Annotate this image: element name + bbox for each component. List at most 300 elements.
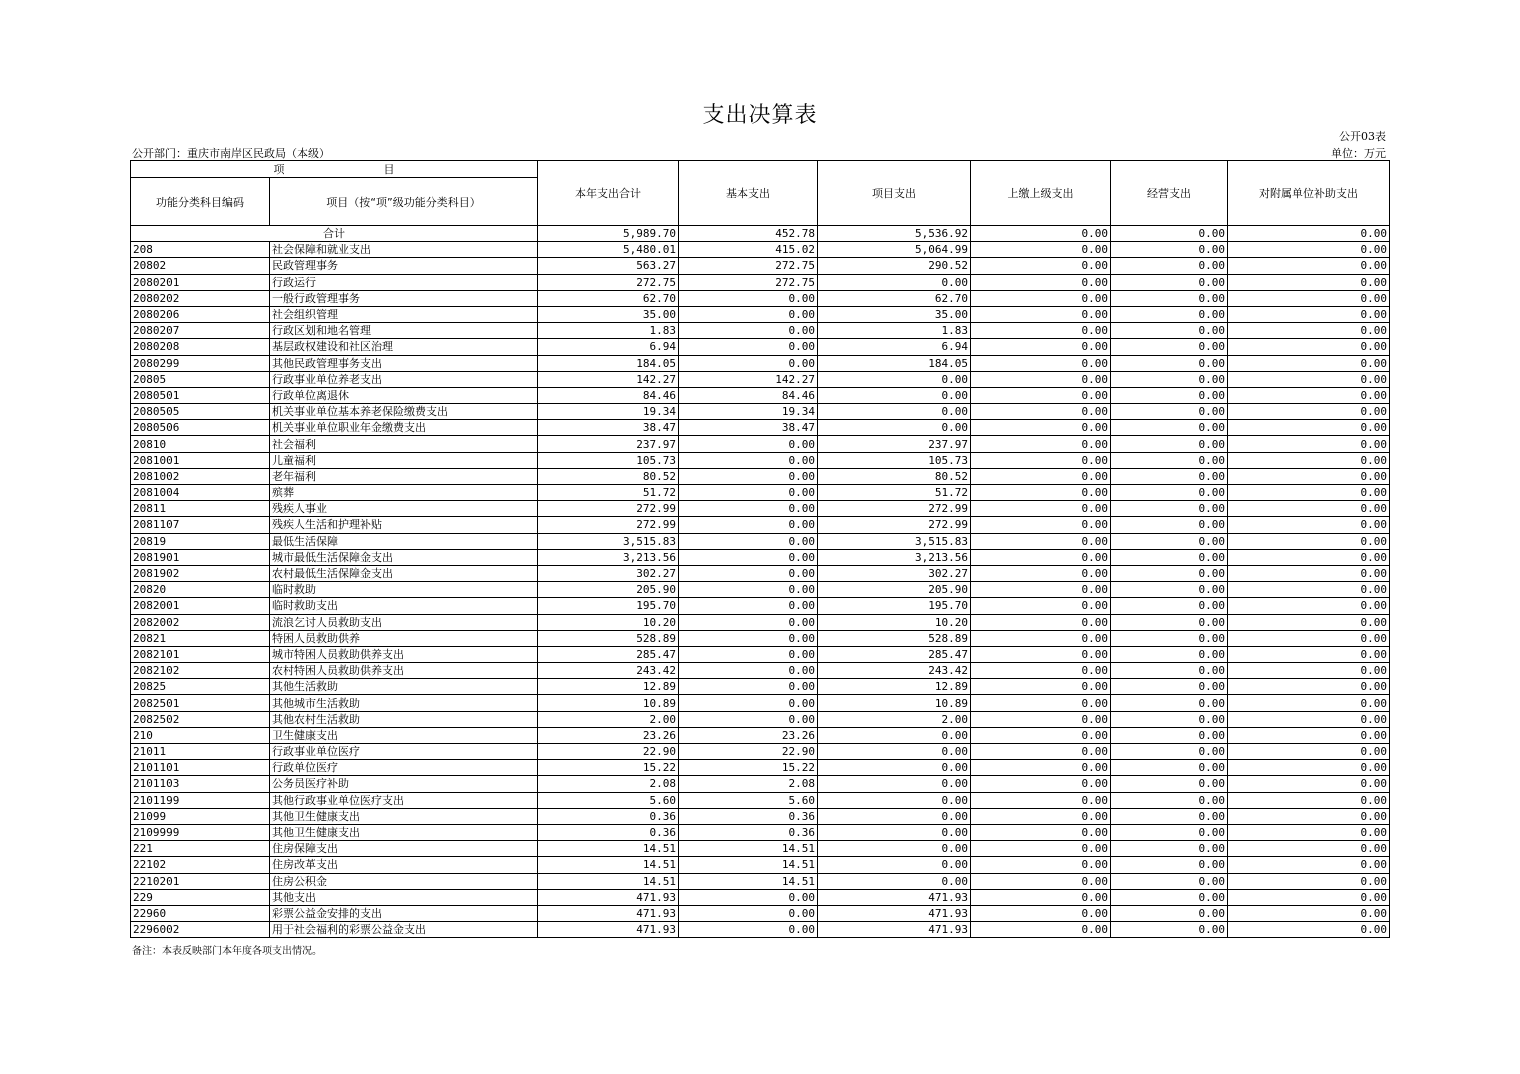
amount-cell: 0.00 [679,614,818,630]
amount-cell: 0.00 [1228,744,1390,760]
page-title: 支出决算表 [702,103,818,128]
subject-name: 其他农村生活救助 [270,711,538,727]
amount-cell: 0.00 [1228,905,1390,921]
subject-code: 2082002 [131,614,270,630]
amount-cell: 0.00 [971,533,1111,549]
table-row [131,339,1390,355]
amount-cell: 0.00 [679,922,818,938]
amount-cell: 0.00 [1111,582,1228,598]
subject-code: 2081004 [131,485,270,501]
amount-cell: 272.99 [538,501,679,517]
amount-cell: 0.00 [1228,242,1390,258]
subject-name: 民政管理事务 [270,258,538,274]
amount-cell: 243.42 [538,663,679,679]
amount-cell: 0.36 [538,808,679,824]
subject-name: 行政单位医疗 [270,760,538,776]
subject-name: 其他民政管理事务支出 [270,355,538,371]
amount-cell: 0.00 [1111,760,1228,776]
subject-name: 机关事业单位职业年金缴费支出 [270,420,538,436]
amount-cell: 62.70 [818,290,971,306]
amount-cell: 563.27 [538,258,679,274]
amount-cell: 285.47 [538,646,679,662]
amount-cell: 1.83 [538,323,679,339]
amount-cell: 0.00 [818,776,971,792]
subject-code: 2080206 [131,306,270,322]
amount-cell: 0.00 [818,387,971,403]
total-label: 合计 [131,226,538,242]
subject-code: 2210201 [131,873,270,889]
total-cell: 0.00 [971,226,1111,242]
amount-cell: 471.93 [818,922,971,938]
amount-cell: 5.60 [538,792,679,808]
subject-code: 2080202 [131,290,270,306]
subject-code: 2082001 [131,598,270,614]
total-cell: 5,989.70 [538,226,679,242]
subject-code: 2082101 [131,646,270,662]
amount-cell: 0.00 [679,355,818,371]
subject-code: 2082102 [131,663,270,679]
table-row [131,371,1390,387]
amount-cell: 0.00 [971,582,1111,598]
amount-cell: 0.00 [971,711,1111,727]
subject-code: 229 [131,889,270,905]
amount-cell: 0.00 [818,371,971,387]
amount-cell: 0.00 [971,306,1111,322]
amount-cell: 0.00 [1228,646,1390,662]
amount-cell: 0.00 [971,695,1111,711]
amount-cell: 35.00 [818,306,971,322]
amount-cell: 184.05 [538,355,679,371]
subject-code: 2080208 [131,339,270,355]
amount-cell: 22.90 [538,744,679,760]
table-row [131,598,1390,614]
amount-cell: 0.00 [1111,387,1228,403]
subject-name: 行政事业单位养老支出 [270,371,538,387]
amount-cell: 0.00 [1228,468,1390,484]
subject-code: 22960 [131,905,270,921]
subject-name: 行政单位离退休 [270,387,538,403]
amount-cell: 0.00 [818,824,971,840]
amount-cell: 0.00 [1228,663,1390,679]
subject-name: 公务员医疗补助 [270,776,538,792]
header-project: 项目支出 [818,161,971,226]
table-row [131,549,1390,565]
amount-cell: 0.00 [971,727,1111,743]
amount-cell: 237.97 [538,436,679,452]
amount-cell: 272.99 [818,517,971,533]
amount-cell: 80.52 [538,468,679,484]
amount-cell: 0.00 [1111,598,1228,614]
amount-cell: 205.90 [538,582,679,598]
table-row [131,646,1390,662]
amount-cell: 0.00 [1228,387,1390,403]
amount-cell: 0.00 [971,242,1111,258]
amount-cell: 0.00 [1228,889,1390,905]
amount-cell: 38.47 [679,420,818,436]
amount-cell: 0.00 [679,436,818,452]
amount-cell: 0.00 [971,744,1111,760]
amount-cell: 0.00 [1228,501,1390,517]
amount-cell: 0.00 [679,339,818,355]
subject-code: 221 [131,841,270,857]
amount-cell: 0.00 [971,630,1111,646]
amount-cell: 14.51 [679,857,818,873]
subject-code: 20819 [131,533,270,549]
table-row [131,468,1390,484]
amount-cell: 0.00 [679,452,818,468]
amount-cell: 0.00 [679,306,818,322]
amount-cell: 3,515.83 [818,533,971,549]
table-row [131,404,1390,420]
amount-cell: 14.51 [538,873,679,889]
amount-cell: 0.00 [679,695,818,711]
amount-cell: 0.00 [1228,436,1390,452]
amount-cell: 0.00 [679,646,818,662]
amount-cell: 272.99 [538,517,679,533]
amount-cell: 0.00 [1228,808,1390,824]
subject-code: 2081001 [131,452,270,468]
amount-cell: 0.00 [971,905,1111,921]
amount-cell: 0.00 [679,663,818,679]
header-business: 经营支出 [1111,161,1228,226]
subject-name: 彩票公益金安排的支出 [270,905,538,921]
subject-code: 208 [131,242,270,258]
expenditure-table [130,160,1390,938]
amount-cell: 0.00 [679,565,818,581]
amount-cell: 0.00 [971,436,1111,452]
amount-cell: 0.00 [1111,792,1228,808]
amount-cell: 2.08 [679,776,818,792]
amount-cell: 0.00 [1111,630,1228,646]
amount-cell: 0.36 [679,824,818,840]
amount-cell: 0.36 [538,824,679,840]
amount-cell: 0.00 [1111,274,1228,290]
amount-cell: 0.00 [971,808,1111,824]
amount-cell: 0.00 [1228,306,1390,322]
table-row [131,355,1390,371]
subject-name: 住房保障支出 [270,841,538,857]
amount-cell: 0.00 [1228,274,1390,290]
amount-cell: 0.00 [971,452,1111,468]
table-row [131,274,1390,290]
amount-cell: 0.00 [1228,323,1390,339]
subject-code: 20802 [131,258,270,274]
amount-cell: 0.00 [679,889,818,905]
table-row [131,760,1390,776]
amount-cell: 0.00 [1111,355,1228,371]
subject-code: 21099 [131,808,270,824]
table-row [131,323,1390,339]
amount-cell: 302.27 [818,565,971,581]
amount-cell: 302.27 [538,565,679,581]
amount-cell: 0.00 [971,517,1111,533]
amount-cell: 0.00 [818,857,971,873]
amount-cell: 1.83 [818,323,971,339]
subject-name: 流浪乞讨人员救助支出 [270,614,538,630]
table-row [131,905,1390,921]
amount-cell: 0.00 [971,565,1111,581]
amount-cell: 0.00 [679,630,818,646]
amount-cell: 5.60 [679,792,818,808]
amount-cell: 0.00 [1111,889,1228,905]
amount-cell: 0.00 [818,274,971,290]
amount-cell: 0.00 [971,776,1111,792]
amount-cell: 0.00 [1228,857,1390,873]
amount-cell: 285.47 [818,646,971,662]
amount-cell: 0.00 [1111,501,1228,517]
amount-cell: 0.00 [971,646,1111,662]
amount-cell: 5,064.99 [818,242,971,258]
table-row [131,387,1390,403]
amount-cell: 0.00 [818,744,971,760]
table-row [131,436,1390,452]
amount-cell: 0.00 [818,760,971,776]
table-row [131,614,1390,630]
amount-cell: 0.00 [1111,517,1228,533]
amount-cell: 0.00 [1111,258,1228,274]
amount-cell: 62.70 [538,290,679,306]
amount-cell: 14.51 [679,841,818,857]
amount-cell: 10.89 [818,695,971,711]
amount-cell: 10.89 [538,695,679,711]
amount-cell: 0.00 [1228,452,1390,468]
table-row [131,533,1390,549]
amount-cell: 2.00 [818,711,971,727]
amount-cell: 0.00 [971,922,1111,938]
table-row [131,824,1390,840]
amount-cell: 0.00 [818,420,971,436]
subject-name: 儿童福利 [270,452,538,468]
subject-name: 其他行政事业单位医疗支出 [270,792,538,808]
amount-cell: 0.00 [679,711,818,727]
subject-name: 行政区划和地名管理 [270,323,538,339]
header-code: 功能分类科目编码 [131,178,270,226]
table-row [131,776,1390,792]
amount-cell: 14.51 [679,873,818,889]
amount-cell: 0.00 [1111,776,1228,792]
subject-code: 2080207 [131,323,270,339]
amount-cell: 84.46 [679,387,818,403]
subject-code: 2080501 [131,387,270,403]
subject-code: 2081901 [131,549,270,565]
amount-cell: 0.00 [1228,598,1390,614]
amount-cell: 0.00 [971,485,1111,501]
total-cell: 0.00 [1111,226,1228,242]
amount-cell: 0.00 [971,339,1111,355]
amount-cell: 0.00 [1111,468,1228,484]
subject-name: 老年福利 [270,468,538,484]
amount-cell: 0.00 [1111,646,1228,662]
amount-cell: 14.51 [538,841,679,857]
amount-cell: 0.00 [971,760,1111,776]
amount-cell: 0.00 [1228,922,1390,938]
table-row [131,889,1390,905]
amount-cell: 0.00 [1228,485,1390,501]
amount-cell: 0.00 [971,387,1111,403]
table-row [131,808,1390,824]
amount-cell: 0.00 [818,873,971,889]
amount-cell: 0.00 [1111,323,1228,339]
amount-cell: 0.00 [971,420,1111,436]
amount-cell: 0.00 [971,258,1111,274]
subject-name: 社会组织管理 [270,306,538,322]
footnote: 备注：本表反映部门本年度各项支出情况。 [132,946,322,957]
table-row [131,695,1390,711]
amount-cell: 0.00 [1111,695,1228,711]
amount-cell: 22.90 [679,744,818,760]
table-row [131,501,1390,517]
amount-cell: 2.00 [538,711,679,727]
subject-name: 行政事业单位医疗 [270,744,538,760]
amount-cell: 38.47 [538,420,679,436]
amount-cell: 3,213.56 [818,549,971,565]
amount-cell: 0.00 [1228,355,1390,371]
total-cell: 452.78 [679,226,818,242]
subject-code: 2101103 [131,776,270,792]
amount-cell: 0.00 [971,824,1111,840]
amount-cell: 471.93 [818,905,971,921]
amount-cell: 0.00 [679,468,818,484]
amount-cell: 0.00 [1111,727,1228,743]
subject-code: 2080506 [131,420,270,436]
table-row [131,792,1390,808]
subject-code: 2081902 [131,565,270,581]
amount-cell: 0.00 [971,290,1111,306]
amount-cell: 471.93 [538,889,679,905]
amount-cell: 0.00 [679,549,818,565]
amount-cell: 3,213.56 [538,549,679,565]
header-project-group: 项 目 [131,161,538,178]
amount-cell: 0.00 [1111,873,1228,889]
table-body [131,226,1390,938]
amount-cell: 12.89 [818,679,971,695]
table-row [131,711,1390,727]
subject-code: 2080201 [131,274,270,290]
amount-cell: 0.00 [1111,905,1228,921]
amount-cell: 0.00 [1228,792,1390,808]
amount-cell: 237.97 [818,436,971,452]
total-cell: 0.00 [1228,226,1390,242]
amount-cell: 0.00 [679,290,818,306]
amount-cell: 0.00 [1111,549,1228,565]
amount-cell: 0.00 [679,533,818,549]
amount-cell: 12.89 [538,679,679,695]
amount-cell: 0.00 [1228,565,1390,581]
table-row [131,857,1390,873]
amount-cell: 0.00 [971,614,1111,630]
subject-name: 农村特困人员救助供养支出 [270,663,538,679]
subject-name: 行政运行 [270,274,538,290]
amount-cell: 15.22 [538,760,679,776]
subject-code: 2081107 [131,517,270,533]
amount-cell: 0.00 [1228,582,1390,598]
amount-cell: 0.00 [679,582,818,598]
amount-cell: 105.73 [538,452,679,468]
amount-cell: 0.00 [971,468,1111,484]
amount-cell: 0.00 [971,873,1111,889]
amount-cell: 0.00 [679,323,818,339]
subject-name: 用于社会福利的彩票公益金支出 [270,922,538,938]
amount-cell: 0.00 [679,679,818,695]
amount-cell: 0.00 [1228,614,1390,630]
table-row [131,727,1390,743]
subject-name: 临时救助支出 [270,598,538,614]
amount-cell: 10.20 [818,614,971,630]
amount-cell: 0.00 [1228,420,1390,436]
subject-name: 卫生健康支出 [270,727,538,743]
amount-cell: 0.00 [1111,565,1228,581]
amount-cell: 0.00 [1228,533,1390,549]
subject-name: 农村最低生活保障金支出 [270,565,538,581]
amount-cell: 0.00 [1111,679,1228,695]
table-row [131,306,1390,322]
amount-cell: 0.00 [1228,630,1390,646]
amount-cell: 0.00 [1228,517,1390,533]
amount-cell: 0.00 [1111,371,1228,387]
table-row [131,485,1390,501]
subject-name: 机关事业单位基本养老保险缴费支出 [270,404,538,420]
amount-cell: 84.46 [538,387,679,403]
subject-name: 城市特困人员救助供养支出 [270,646,538,662]
amount-cell: 290.52 [818,258,971,274]
amount-cell: 6.94 [818,339,971,355]
table-row [131,420,1390,436]
amount-cell: 0.00 [818,727,971,743]
amount-cell: 0.00 [1228,841,1390,857]
amount-cell: 142.27 [679,371,818,387]
amount-cell: 0.00 [818,792,971,808]
amount-cell: 105.73 [818,452,971,468]
amount-cell: 0.00 [1228,824,1390,840]
amount-cell: 35.00 [538,306,679,322]
amount-cell: 0.00 [1228,679,1390,695]
amount-cell: 0.00 [1111,857,1228,873]
amount-cell: 80.52 [818,468,971,484]
amount-cell: 142.27 [538,371,679,387]
header-name: 项目（按“项”级功能分类科目） [270,178,538,226]
amount-cell: 0.00 [818,808,971,824]
subject-code: 2109999 [131,824,270,840]
amount-cell: 0.00 [818,404,971,420]
amount-cell: 0.00 [1111,242,1228,258]
amount-cell: 0.00 [1111,922,1228,938]
amount-cell: 5,480.01 [538,242,679,258]
amount-cell: 0.00 [1111,436,1228,452]
amount-cell: 19.34 [538,404,679,420]
amount-cell: 272.75 [679,258,818,274]
amount-cell: 0.00 [1228,711,1390,727]
form-number: 公开03表 [1339,130,1386,143]
unit-label: 单位：万元 [1331,147,1386,160]
amount-cell: 0.00 [1111,841,1228,857]
amount-cell: 0.00 [1228,695,1390,711]
subject-code: 20810 [131,436,270,452]
amount-cell: 10.20 [538,614,679,630]
amount-cell: 272.75 [679,274,818,290]
table-row [131,290,1390,306]
amount-cell: 0.00 [1111,452,1228,468]
amount-cell: 471.93 [538,922,679,938]
subject-name: 残疾人生活和护理补贴 [270,517,538,533]
amount-cell: 0.00 [971,501,1111,517]
amount-cell: 0.00 [679,517,818,533]
amount-cell: 0.00 [1228,258,1390,274]
table-row [131,744,1390,760]
amount-cell: 0.36 [679,808,818,824]
table-row [131,841,1390,857]
amount-cell: 0.00 [1111,663,1228,679]
table-row [131,663,1390,679]
